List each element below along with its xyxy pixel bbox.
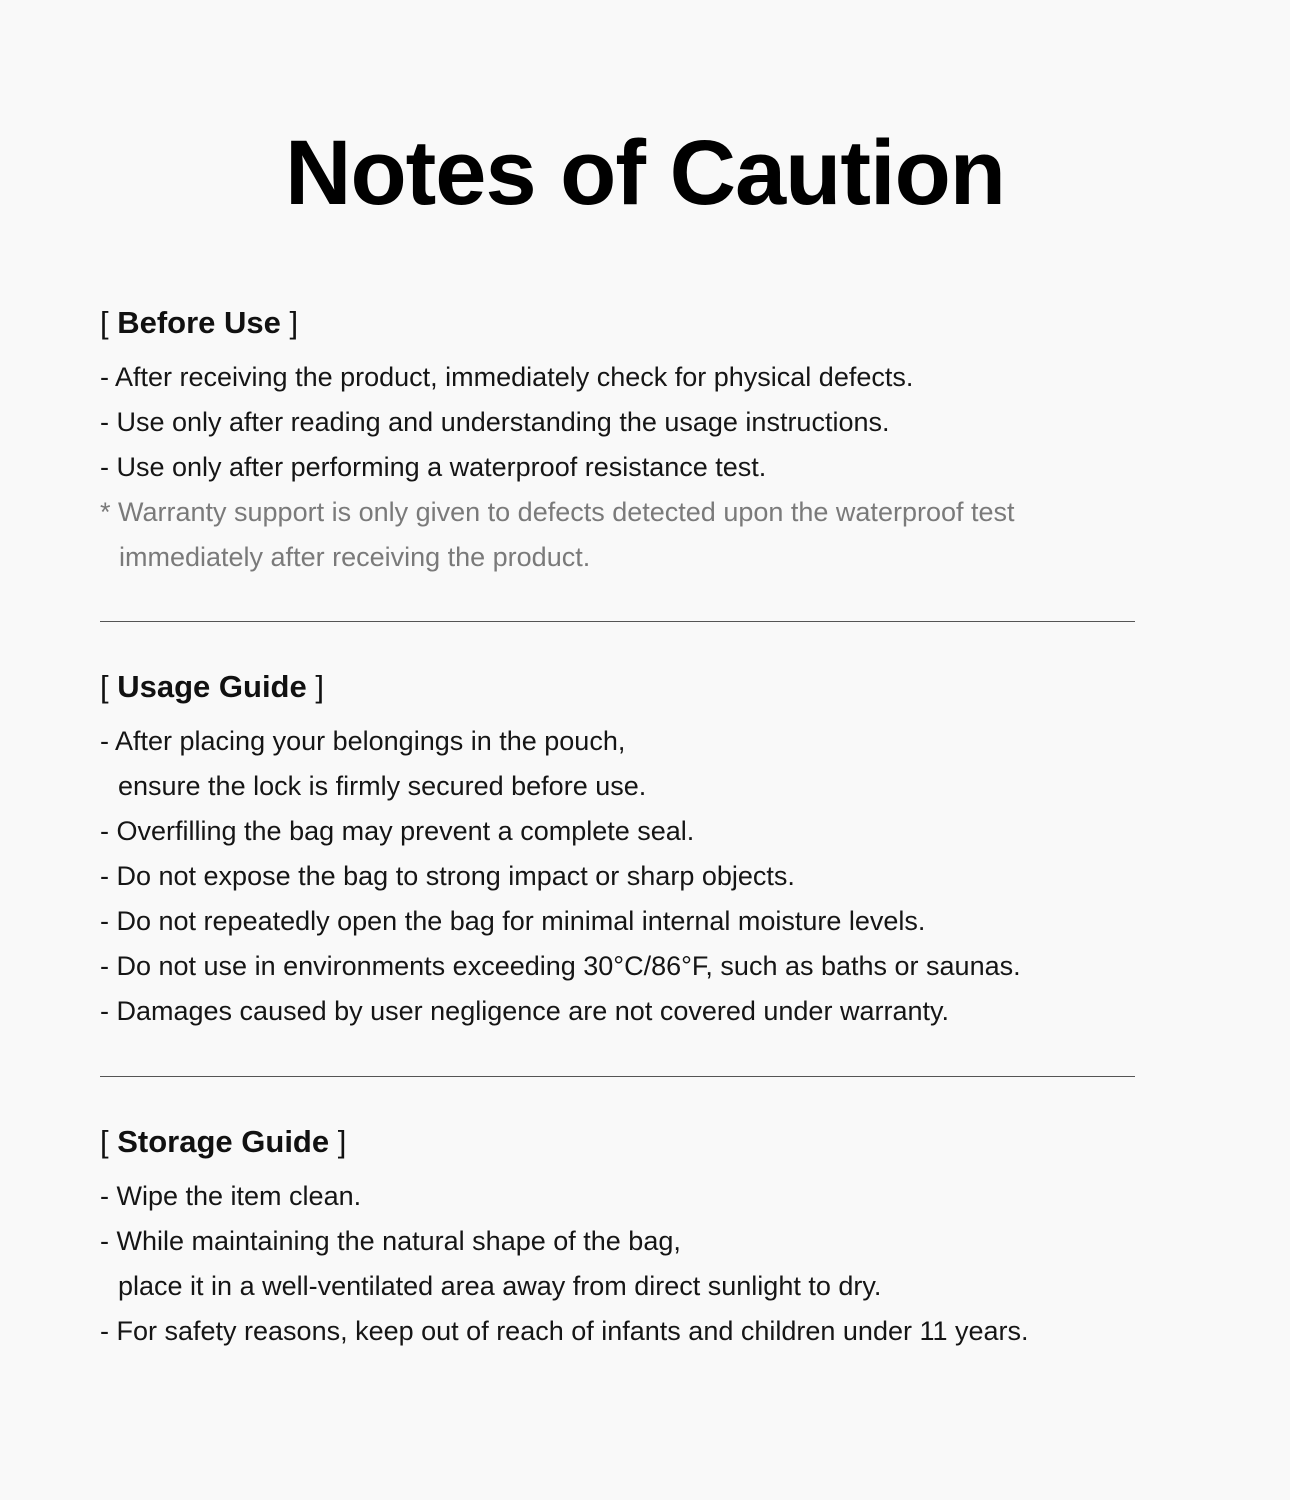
list-item: - Do not use in environments exceeding 30°C/86°F, such as baths or saunas. [100,951,1021,981]
heading-name: Storage Guide [117,1124,330,1159]
heading-close-bracket: ] [280,305,299,340]
heading-name: Before Use [117,305,281,340]
list-item: - Do not expose the bag to strong impact or sharp objects. [100,861,795,891]
section-storage-guide [100,1122,1160,1354]
list-item: - Overfilling the bag may prevent a complete seal. [100,816,695,846]
heading-close-bracket: ] [306,669,324,704]
list-item-continued: place it in a well-ventilated area away from direct sunlight to dry. [118,1271,882,1301]
list-item: - For safety reasons, keep out of reach of infants and children under 11 years. [100,1316,1029,1346]
list-item: - Damages caused by user negligence are not covered under warranty. [100,996,949,1026]
list-item: - Use only after performing a waterproof resistance test. [100,452,767,482]
heading-open-bracket: [ [100,669,118,704]
list-item-continued: ensure the lock is firmly secured before use. [118,771,647,801]
list-item: - After placing your belongings in the pouch, [100,726,626,756]
section-heading-storage-guide [100,1122,1160,1162]
heading-open-bracket: [ [100,1124,118,1159]
warranty-note: * Warranty support is only given to defects detected upon the waterproof test [100,497,1015,527]
heading-name: Usage Guide [117,669,307,704]
section-divider [100,621,1135,622]
warranty-note-continued: immediately after receiving the product. [119,542,591,572]
list-item: - Wipe the item clean. [100,1181,362,1211]
section-heading-usage-guide [100,667,1160,707]
list-item: - After receiving the product, immediately check for physical defects. [100,362,914,392]
section-usage-guide [100,667,1160,1034]
section-heading-before-use [100,303,1160,343]
section-before-use [100,303,1160,580]
page-title: Notes of Caution [285,122,1005,224]
heading-close-bracket: ] [329,1124,347,1159]
list-item: - While maintaining the natural shape of the bag, [100,1226,681,1256]
section-divider [100,1076,1135,1077]
heading-open-bracket: [ [100,305,118,340]
list-item: - Do not repeatedly open the bag for minimal internal moisture levels. [100,906,926,936]
list-item: - Use only after reading and understanding the usage instructions. [100,407,890,437]
